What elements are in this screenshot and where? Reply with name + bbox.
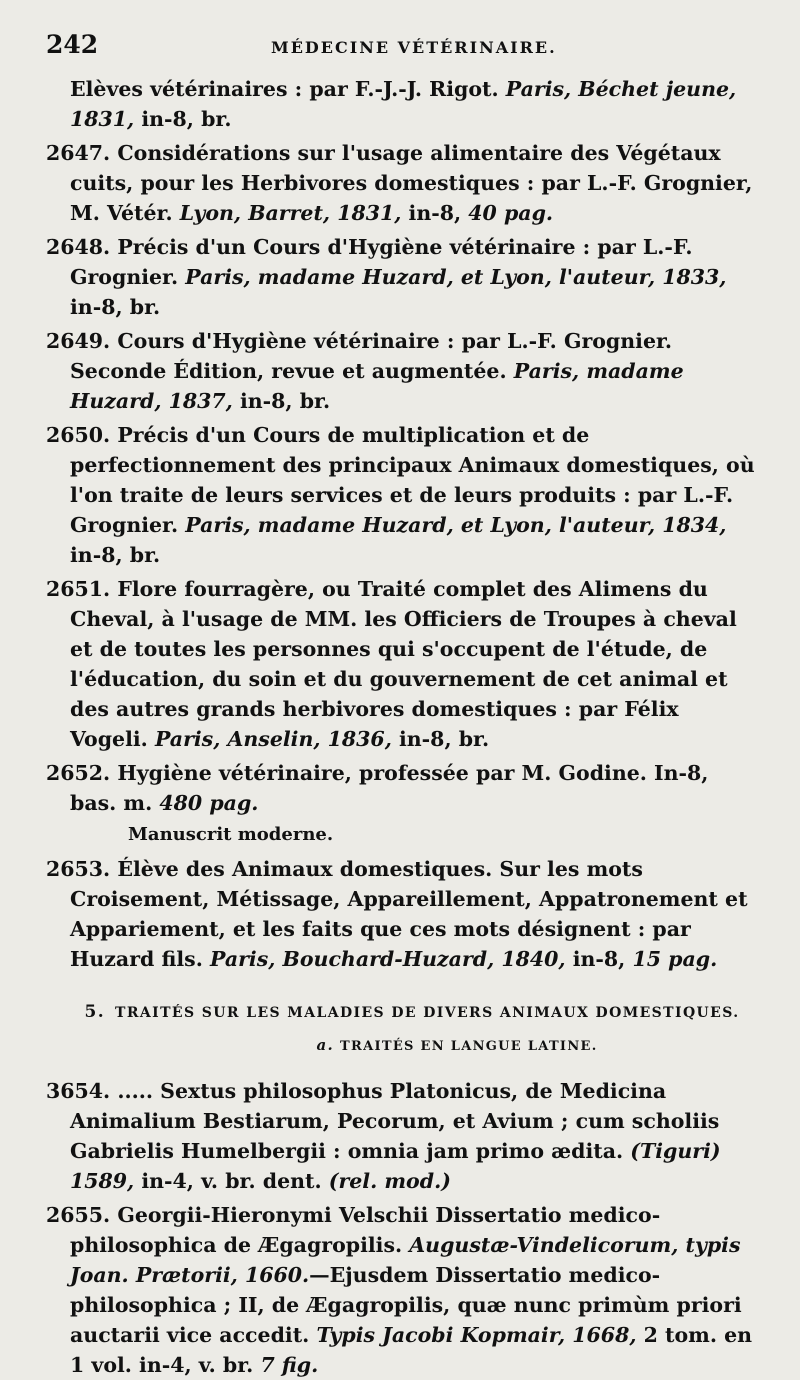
entry-text: —Ejusdem Dissertatio medico-philosophica ; II, de Ægagropilis, quæ nunc primùm priori auctarii vice accedit. <box>70 1263 742 1347</box>
catalog-entry <box>46 854 758 974</box>
catalog-entry <box>46 420 758 570</box>
entry-imprint: Paris, Béchet jeune, 1831, <box>70 77 737 131</box>
subsection-title: TRAITÉS EN LANGUE LATINE. <box>340 1039 598 1054</box>
entry-text: 2 tom. en 1 vol. in-4, v. br. <box>70 1323 753 1377</box>
running-head: MÉDECINE VÉTÉRINAIRE. <box>271 38 557 57</box>
entry-number: 2655. <box>46 1203 111 1227</box>
entry-text: in-8, br. <box>70 295 161 319</box>
entry-imprint: 480 pag. <box>159 791 259 815</box>
catalog-entry <box>46 74 758 134</box>
entry-list-top <box>46 74 758 818</box>
entry-number: 2653. <box>46 857 111 881</box>
page-number: 242 <box>46 30 99 59</box>
manuscript-note: Manuscrit moderne. <box>128 824 334 845</box>
catalog-entry <box>46 138 758 228</box>
entry-text: Elèves vétérinaires : par F.-J.-J. Rigot. <box>70 77 506 101</box>
entry-list-mid <box>46 854 758 974</box>
subsection-heading <box>156 1036 758 1054</box>
entry-text: ..... Sextus philosophus Platonicus, de Medicina Animalium Bestiarum, Pecorum, et Avium ; cum scholiis Gabrielis Humelbergii : omnia jam primo ædita. <box>70 1079 720 1163</box>
entry-text: in-4, v. br. dent. <box>134 1169 329 1193</box>
entry-number: 2652. <box>46 761 111 785</box>
catalog-entry <box>46 1076 758 1196</box>
entry-text: in-8, br. <box>134 107 232 131</box>
entry-imprint: Augustæ-Vindelicorum, typis Joan. Prætorii, 1660. <box>70 1233 741 1287</box>
page-header <box>46 30 758 74</box>
entry-text: Élève des Animaux domestiques. Sur les mots Croisement, Métissage, Appareillement, Appatronement et Appariement, et les faits que ces mots désignent : par Huzard fils. <box>70 857 748 971</box>
catalog-entry <box>46 232 758 322</box>
entry-text: in-8, br. <box>70 543 161 567</box>
entry-number: 3654. <box>46 1079 111 1103</box>
entry-imprint: (Tiguri) 1589, <box>70 1139 721 1193</box>
subsection-letter: a. <box>316 1036 334 1054</box>
entry-text: in-8, <box>565 947 633 971</box>
entry-text: Précis d'un Cours d'Hygiène vétérinaire : par L.-F. Grognier. <box>70 235 693 289</box>
entry-text: in-8, br. <box>232 389 331 413</box>
entry-number: 2650. <box>46 423 111 447</box>
entry-text: in-8, <box>401 201 469 225</box>
entry-imprint: 40 pag. <box>468 201 554 225</box>
catalog-entry <box>46 574 758 754</box>
entry-text: Georgii-Hieronymi Velschii Dissertatio medico-philosophica de Ægagropilis. <box>70 1203 661 1257</box>
entry-imprint: 15 pag. <box>632 947 718 971</box>
catalog-entry <box>46 758 758 818</box>
entry-imprint: 7 fig. <box>260 1353 319 1377</box>
entry-list-bottom <box>46 1076 758 1380</box>
entry-text: Cours d'Hygiène vétérinaire : par L.-F. Grognier. Seconde Édition, revue et augmentée. <box>70 329 673 383</box>
entry-number: 2647. <box>46 141 111 165</box>
entry-number: 2651. <box>46 577 111 601</box>
entry-imprint: Paris, Anselin, 1836, <box>154 727 392 751</box>
entry-text: Flore fourragère, ou Traité complet des Alimens du Cheval, à l'usage de MM. les Officiers de Troupes à cheval et de toutes les personnes qui s'occupent de l'étude, de l'éducation, du soin et du gouvernement de cet animal et des autres grands herbivores domestiques : par Félix Vogeli. <box>70 577 737 751</box>
entry-imprint: Typis Jacobi Kopmair, 1668, <box>316 1323 637 1347</box>
section-title: TRAITÉS SUR LES MALADIES DE DIVERS ANIMAUX DOMESTIQUES. <box>115 1005 740 1021</box>
entry-number: 2649. <box>46 329 111 353</box>
catalog-entry <box>46 326 758 416</box>
entry-text: Hygiène vétérinaire, professée par M. Godine. In-8, bas. m. <box>70 761 709 815</box>
entry-number: 2648. <box>46 235 111 259</box>
section-heading <box>66 1002 758 1022</box>
entry-imprint: Lyon, Barret, 1831, <box>179 201 402 225</box>
entry-imprint: Paris, madame Huzard, et Lyon, l'auteur, 1833, <box>185 265 727 289</box>
entry-text: in-8, br. <box>391 727 490 751</box>
entry-imprint: Paris, madame Huzard, 1837, <box>70 359 684 413</box>
entry-imprint: Paris, madame Huzard, et Lyon, l'auteur, 1834, <box>185 513 727 537</box>
entry-text: Considérations sur l'usage alimentaire des Végétaux cuits, pour les Herbivores domestiques : par L.-F. Grognier, M. Vétér. <box>70 141 753 225</box>
catalog-entry <box>46 1200 758 1380</box>
entry-imprint: Paris, Bouchard-Huzard, 1840, <box>209 947 566 971</box>
entry-text: Précis d'un Cours de multiplication et de perfectionnement des principaux Animaux domestiques, où l'on traite de leurs services et de leurs produits : par L.-F. Grognier. <box>70 423 755 537</box>
section-number: 5. <box>84 1002 106 1022</box>
entry-imprint: (rel. mod.) <box>328 1169 451 1193</box>
